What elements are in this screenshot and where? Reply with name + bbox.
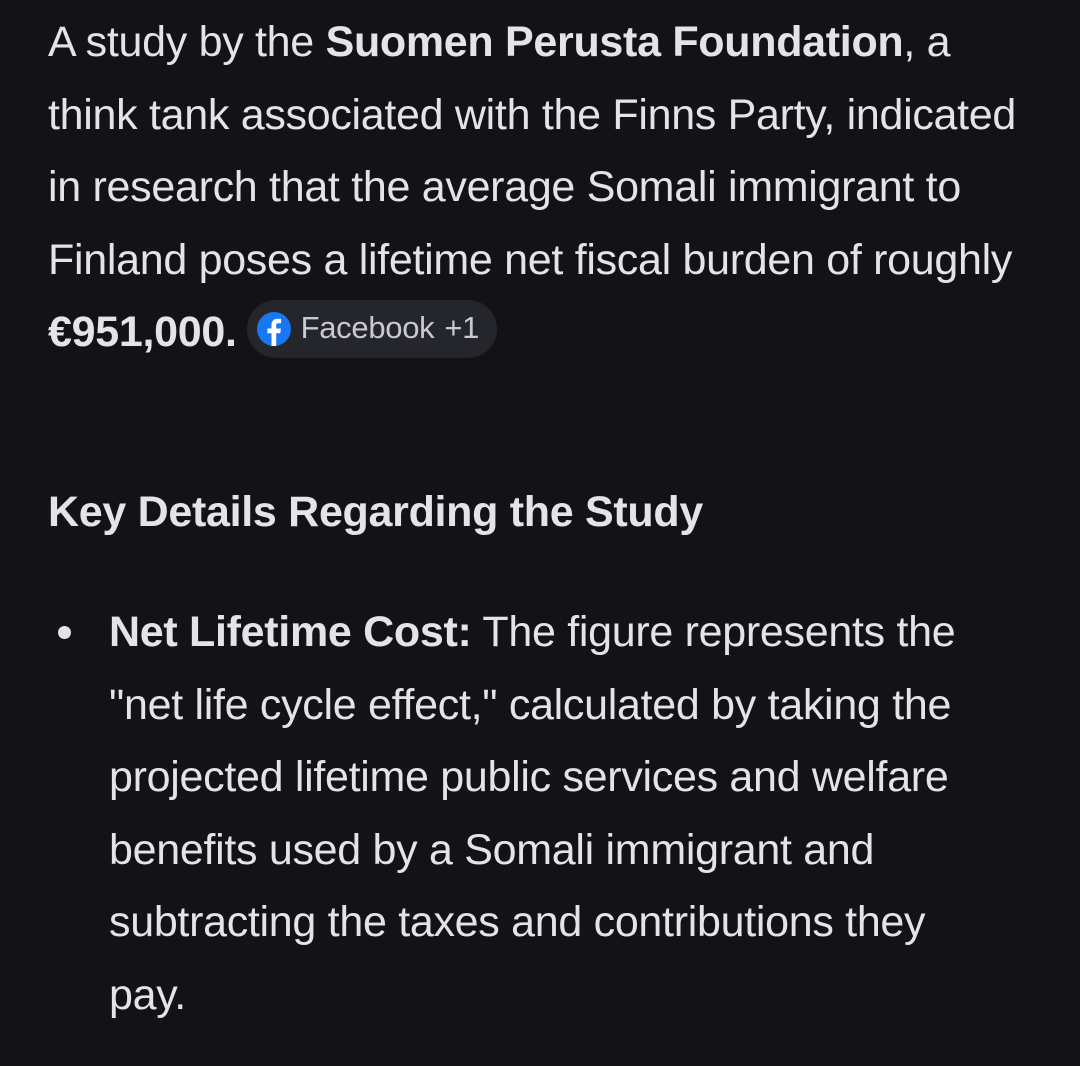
facebook-icon [257,312,291,346]
organization-name: Suomen Perusta Foundation [325,18,904,66]
list-item-text [109,596,1009,1031]
amount-value: €951,000. [48,308,237,356]
source-chip-label: Facebook [300,310,435,346]
intro-prefix: A study by the [48,18,326,66]
bullet-icon [58,626,71,639]
source-chip-count: +1 [444,310,480,346]
key-details-list [48,596,1048,1031]
section-heading: Key Details Regarding the Study [48,488,703,536]
intro-body: , a think tank associated with the Finns Party, indicated in research that the average Somali immigrant to Finland poses a lifetime net fiscal burden of roughly [48,18,1017,284]
list-item-term: Net Lifetime Cost: [109,608,472,656]
list-item-description: The figure represents the "net life cycle effect," calculated by taking the projected lifetime public services and welfare benefits used by a Somali immigrant and subtracting the taxes and contributions they pay. [109,608,956,1019]
list-item [48,596,1048,1031]
source-chip[interactable] [247,300,498,358]
intro-paragraph [48,6,1038,369]
